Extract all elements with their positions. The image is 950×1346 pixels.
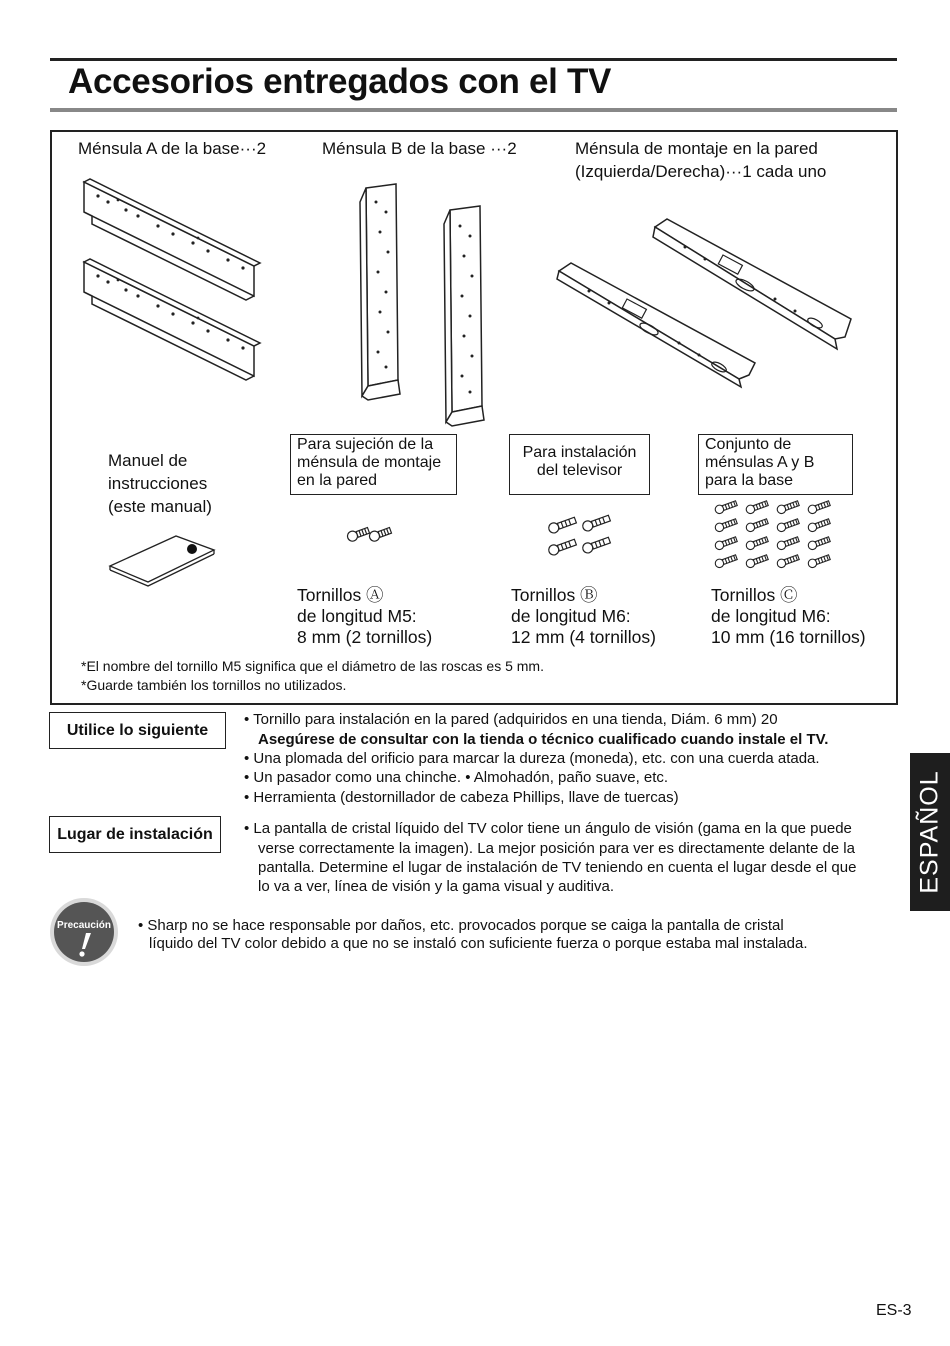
screw-c-icon bbox=[745, 535, 769, 550]
screw-c-icon bbox=[807, 499, 831, 514]
wall-bracket-label: Ménsula de montaje en la pared (Izquierda/Derecha)···1 cada uno bbox=[575, 139, 827, 181]
use-item-consult-warning: Asegúrese de consultar con la tienda o técnico cualificado cuando instale el TV. bbox=[258, 731, 829, 748]
screw-c-icon bbox=[807, 553, 831, 568]
screw-c-icon bbox=[714, 517, 738, 532]
location-line-3: pantalla. Determine el lugar de instalación de TV teniendo en cuenta el lugar desde el que bbox=[258, 859, 857, 876]
screw-c-icon bbox=[807, 535, 831, 550]
use-item-plumb: • Una plomada del orificio para marcar la dureza (moneda), etc. con una cuerda atada. bbox=[244, 750, 820, 767]
screw-c-icon bbox=[807, 517, 831, 532]
bracket-b-label: Ménsula B de la base ···2 bbox=[322, 139, 517, 158]
bracket-b-illustration bbox=[352, 182, 492, 422]
location-line-4: lo va a ver, línea de visión y la gama visual y auditiva. bbox=[258, 878, 615, 895]
use-item-tools: • Herramienta (destornillador de cabeza Phillips, llave de tuercas) bbox=[244, 789, 679, 806]
bracket-a-illustration bbox=[78, 178, 263, 413]
manual-booklet-illustration bbox=[108, 532, 216, 586]
screw-c-icon bbox=[776, 535, 800, 550]
wall-bracket-illustration bbox=[555, 215, 860, 385]
note-m5: *El nombre del tornillo M5 significa que el diámetro de las roscas es 5 mm. bbox=[81, 658, 544, 674]
screw-b-label: Tornillos Ⓑ de longitud M6: 12 mm (4 tornillos) bbox=[511, 585, 656, 647]
use-item-wall-screws: • Tornillo para instalación en la pared (adquiridos en una tienda, Diám. 6 mm) 20 bbox=[244, 711, 778, 728]
tag-base-set: Conjunto de ménsulas A y B para la base bbox=[698, 434, 853, 495]
screw-c-icon bbox=[776, 517, 800, 532]
screw-c-icon bbox=[776, 553, 800, 568]
use-following-label: Utilice lo siguiente bbox=[49, 712, 226, 749]
screw-c-icon bbox=[745, 499, 769, 514]
screw-c-icon bbox=[714, 535, 738, 550]
location-line-2: verse correctamente la imagen). La mejor posición para ver es directamente delante de la bbox=[258, 840, 855, 857]
language-tab-label: ESPAÑOL bbox=[915, 770, 944, 894]
location-line-1: • La pantalla de cristal líquido del TV color tiene un ángulo de visión (gama en la que puede bbox=[244, 820, 852, 837]
bracket-a-label: Ménsula A de la base···2 bbox=[78, 139, 267, 158]
screw-c-icon bbox=[745, 517, 769, 532]
tag-wall-mount: Para sujeción de la ménsula de montaje en la pared bbox=[290, 434, 457, 495]
screw-c-icon bbox=[745, 553, 769, 568]
screws-b-illustration bbox=[545, 514, 615, 560]
screws-c-illustration bbox=[712, 500, 840, 576]
screw-a-label: Tornillos Ⓐ de longitud M5: 8 mm (2 tornillos) bbox=[297, 585, 433, 647]
header-rule-bottom bbox=[50, 108, 897, 112]
screw-c-label: Tornillos Ⓒ de longitud M6: 10 mm (16 tornillos) bbox=[711, 585, 866, 647]
screw-c-icon bbox=[776, 499, 800, 514]
page-number: ES-3 bbox=[876, 1302, 912, 1319]
screw-c-icon bbox=[714, 553, 738, 568]
screws-a-illustration bbox=[344, 524, 394, 548]
header-rule-top bbox=[50, 58, 897, 61]
caution-icon bbox=[49, 897, 119, 967]
caution-badge-text: Precaución bbox=[57, 920, 111, 931]
caution-line-1: • Sharp no se hace responsable por daños, etc. provocados porque se caiga la pantalla de cristal bbox=[138, 917, 784, 934]
caution-line-2: líquido del TV color debido a que no se instaló con suficiente fuerza o porque estaba mal instalada. bbox=[149, 935, 808, 952]
location-label: Lugar de instalación bbox=[49, 816, 221, 853]
page-title: Accesorios entregados con el TV bbox=[68, 62, 612, 101]
tag-tv-install: Para instalación del televisor bbox=[509, 434, 650, 495]
language-tab bbox=[910, 753, 950, 911]
screw-c-icon bbox=[714, 499, 738, 514]
note-keep-screws: *Guarde también los tornillos no utilizados. bbox=[81, 677, 347, 693]
manual-label: Manuel de instrucciones (este manual) bbox=[108, 451, 212, 516]
use-item-pin-cushion: • Un pasador como una chinche. • Almohadón, paño suave, etc. bbox=[244, 769, 669, 786]
